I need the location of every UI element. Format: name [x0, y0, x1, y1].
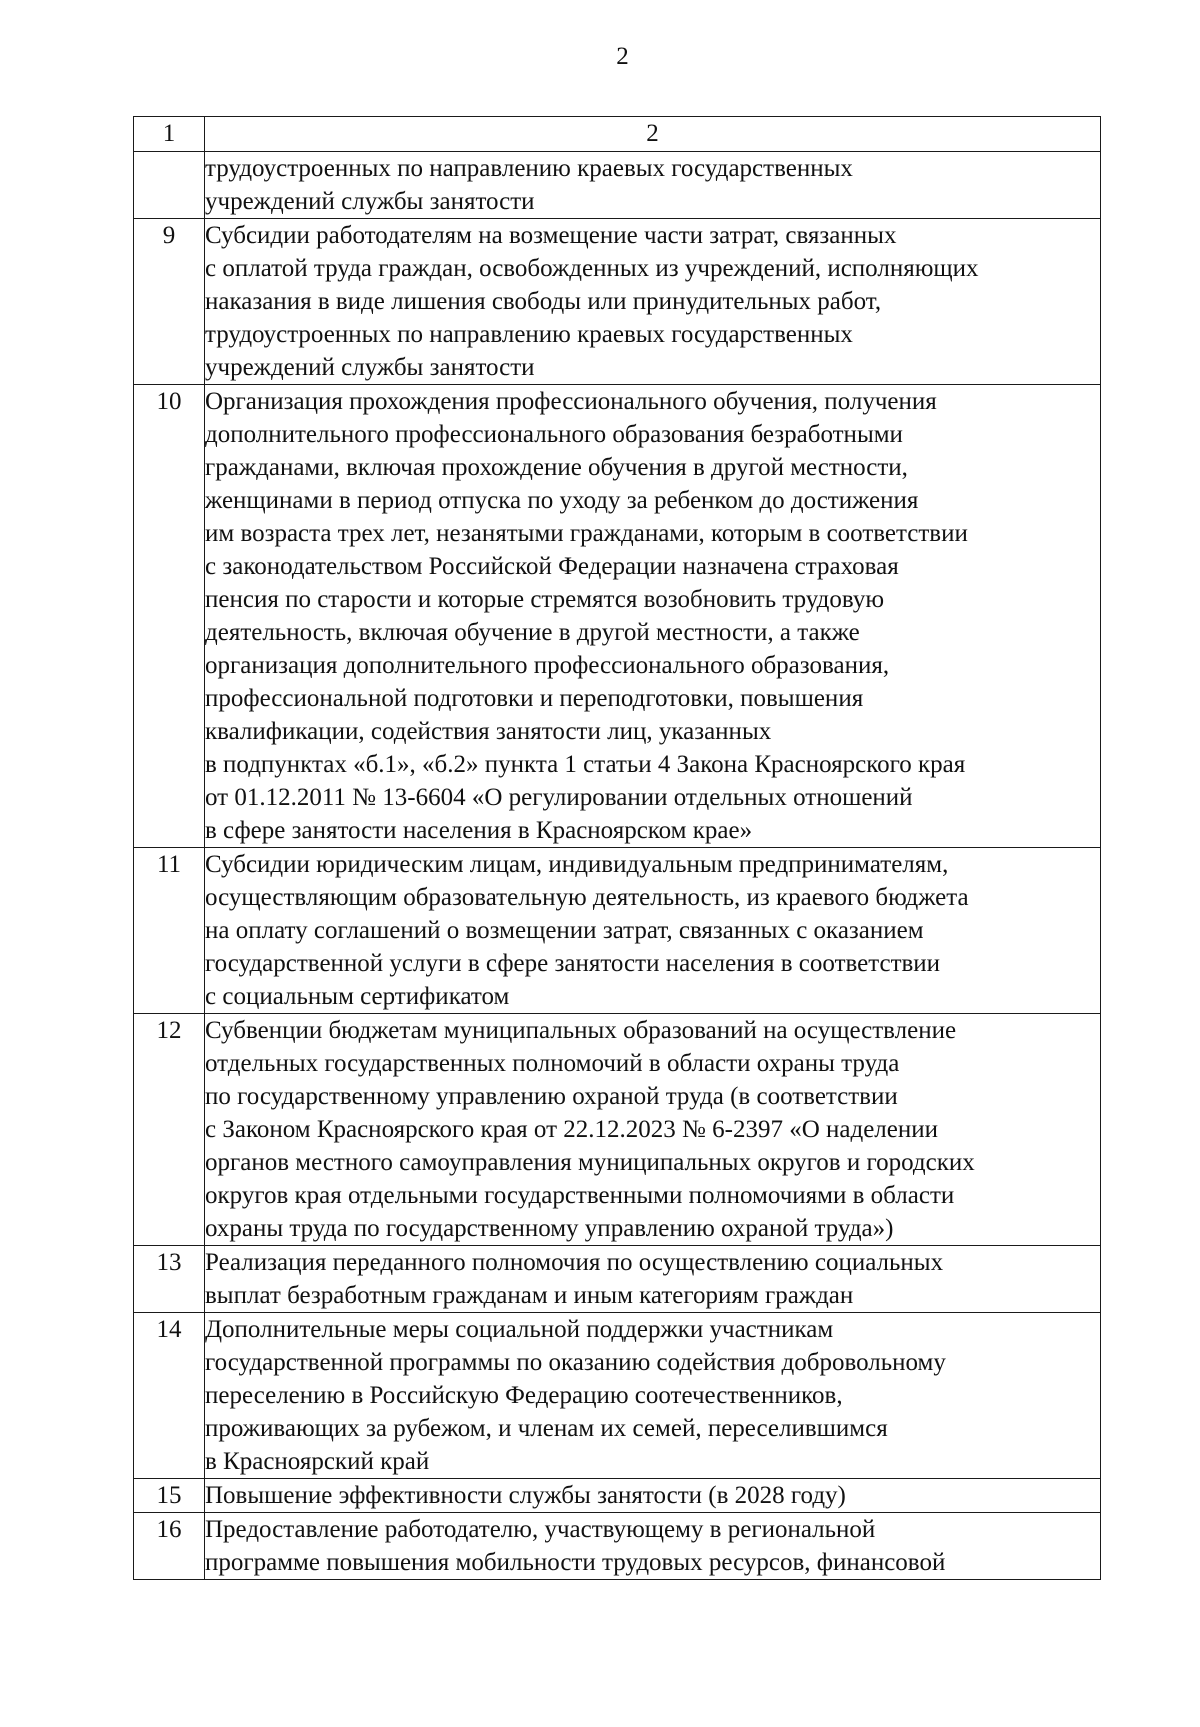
row-description-line: выплат безработным гражданам и иным категориям граждан — [205, 1282, 854, 1309]
row-description-line: им возраста трех лет, незанятыми гражданами, которым в соответствии — [205, 520, 968, 547]
row-description-line: проживающих за рубежом, и членам их семей, переселившимся — [205, 1415, 888, 1442]
row-number-cell: 12 — [134, 1014, 205, 1246]
row-description-line: отдельных государственных полномочий в области охраны труда — [205, 1050, 900, 1077]
row-description-line: программе повышения мобильности трудовых ресурсов, финансовой — [205, 1549, 946, 1576]
row-description-line: Субсидии юридическим лицам, индивидуальным предпринимателям, — [205, 851, 949, 878]
row-description-line: квалификации, содействия занятости лиц, указанных — [205, 718, 772, 745]
row-description-line: трудоустроенных по направлению краевых государственных — [205, 321, 853, 348]
row-description-line: с оплатой труда граждан, освобожденных из учреждений, исполняющих — [205, 255, 979, 282]
row-description-line: Реализация переданного полномочия по осуществлению социальных — [205, 1249, 944, 1276]
row-description-cell — [205, 848, 1101, 1014]
table-row — [134, 1014, 1101, 1246]
table-row — [134, 152, 1101, 219]
row-description-line: женщинами в период отпуска по уходу за ребенком до достижения — [205, 487, 919, 514]
row-description-cell — [205, 1513, 1101, 1580]
row-description-cell — [205, 1014, 1101, 1246]
row-description-line: Повышение эффективности службы занятости (в 2028 году) — [205, 1482, 846, 1509]
table-row — [134, 219, 1101, 385]
row-description-line: переселению в Российскую Федерацию соотечественников, — [205, 1382, 843, 1409]
row-description-line: организация дополнительного профессионального образования, — [205, 652, 890, 679]
row-description-cell — [205, 1479, 1101, 1513]
row-description-line: Предоставление работодателю, участвующему в региональной — [205, 1516, 876, 1543]
table-body — [134, 117, 1101, 1580]
row-description-cell — [205, 219, 1101, 385]
row-number-cell: 15 — [134, 1479, 205, 1513]
row-description-line: Субвенции бюджетам муниципальных образований на осуществление — [205, 1017, 957, 1044]
row-number-cell: 10 — [134, 385, 205, 848]
row-description-line: трудоустроенных по направлению краевых государственных — [205, 155, 853, 182]
row-description-line: с социальным сертификатом — [205, 983, 510, 1010]
row-description-line: дополнительного профессионального образования безработными — [205, 421, 903, 448]
row-description-line: по государственному управлению охраной труда (в соответствии — [205, 1083, 898, 1110]
row-description-line: наказания в виде лишения свободы или принудительных работ, — [205, 288, 882, 315]
row-description-line: государственной услуги в сфере занятости населения в соответствии — [205, 950, 941, 977]
row-description-line: на оплату соглашений о возмещении затрат, связанных с оказанием — [205, 917, 924, 944]
row-description-line: от 01.12.2011 № 13-6604 «О регулировании отдельных отношений — [205, 784, 913, 811]
table-row — [134, 1479, 1101, 1513]
table-row — [134, 848, 1101, 1014]
row-description-line: с законодательством Российской Федерации назначена страховая — [205, 553, 899, 580]
row-description-line: органов местного самоуправления муниципальных округов и городских — [205, 1149, 975, 1176]
row-description-line: профессиональной подготовки и переподготовки, повышения — [205, 685, 864, 712]
row-number-cell: 9 — [134, 219, 205, 385]
row-description-line: деятельность, включая обучение в другой местности, а также — [205, 619, 860, 646]
table-row — [134, 1313, 1101, 1479]
row-description-line: осуществляющим образовательную деятельность, из краевого бюджета — [205, 884, 969, 911]
row-description-cell — [205, 1246, 1101, 1313]
program-measures-table — [133, 116, 1101, 1580]
table-row — [134, 1513, 1101, 1580]
row-description-line: Организация прохождения профессионального обучения, получения — [205, 388, 937, 415]
table-row — [134, 385, 1101, 848]
table-row — [134, 1246, 1101, 1313]
page-number: 2 — [616, 43, 629, 70]
row-description-line: гражданами, включая прохождение обучения в другой местности, — [205, 454, 908, 481]
row-description-line: в сфере занятости населения в Красноярском крае» — [205, 817, 753, 844]
row-description-line: Субсидии работодателям на возмещение части затрат, связанных — [205, 222, 897, 249]
header-cell-number: 1 — [134, 117, 205, 152]
row-number-cell: 13 — [134, 1246, 205, 1313]
row-description-cell — [205, 152, 1101, 219]
row-number-cell: 11 — [134, 848, 205, 1014]
header-cell-description: 2 — [205, 117, 1101, 152]
table-header-row — [134, 117, 1101, 152]
row-description-line: в Красноярский край — [205, 1448, 430, 1475]
row-description-line: Дополнительные меры социальной поддержки участникам — [205, 1316, 834, 1343]
row-description-line: пенсия по старости и которые стремятся возобновить трудовую — [205, 586, 885, 613]
row-number-cell: 14 — [134, 1313, 205, 1479]
row-description-line: с Законом Красноярского края от 22.12.2023 № 6-2397 «О наделении — [205, 1116, 939, 1143]
row-description-line: государственной программы по оказанию содействия добровольному — [205, 1349, 946, 1376]
row-number-cell — [134, 152, 205, 219]
row-description-cell — [205, 385, 1101, 848]
row-description-line: в подпунктах «б.1», «б.2» пункта 1 статьи 4 Закона Красноярского края — [205, 751, 966, 778]
row-description-line: округов края отдельными государственными полномочиями в области — [205, 1182, 955, 1209]
row-description-line: охраны труда по государственному управлению охраной труда») — [205, 1215, 894, 1242]
row-description-line: учреждений службы занятости — [205, 354, 535, 381]
row-description-cell — [205, 1313, 1101, 1479]
row-number-cell: 16 — [134, 1513, 205, 1580]
row-description-line: учреждений службы занятости — [205, 188, 535, 215]
